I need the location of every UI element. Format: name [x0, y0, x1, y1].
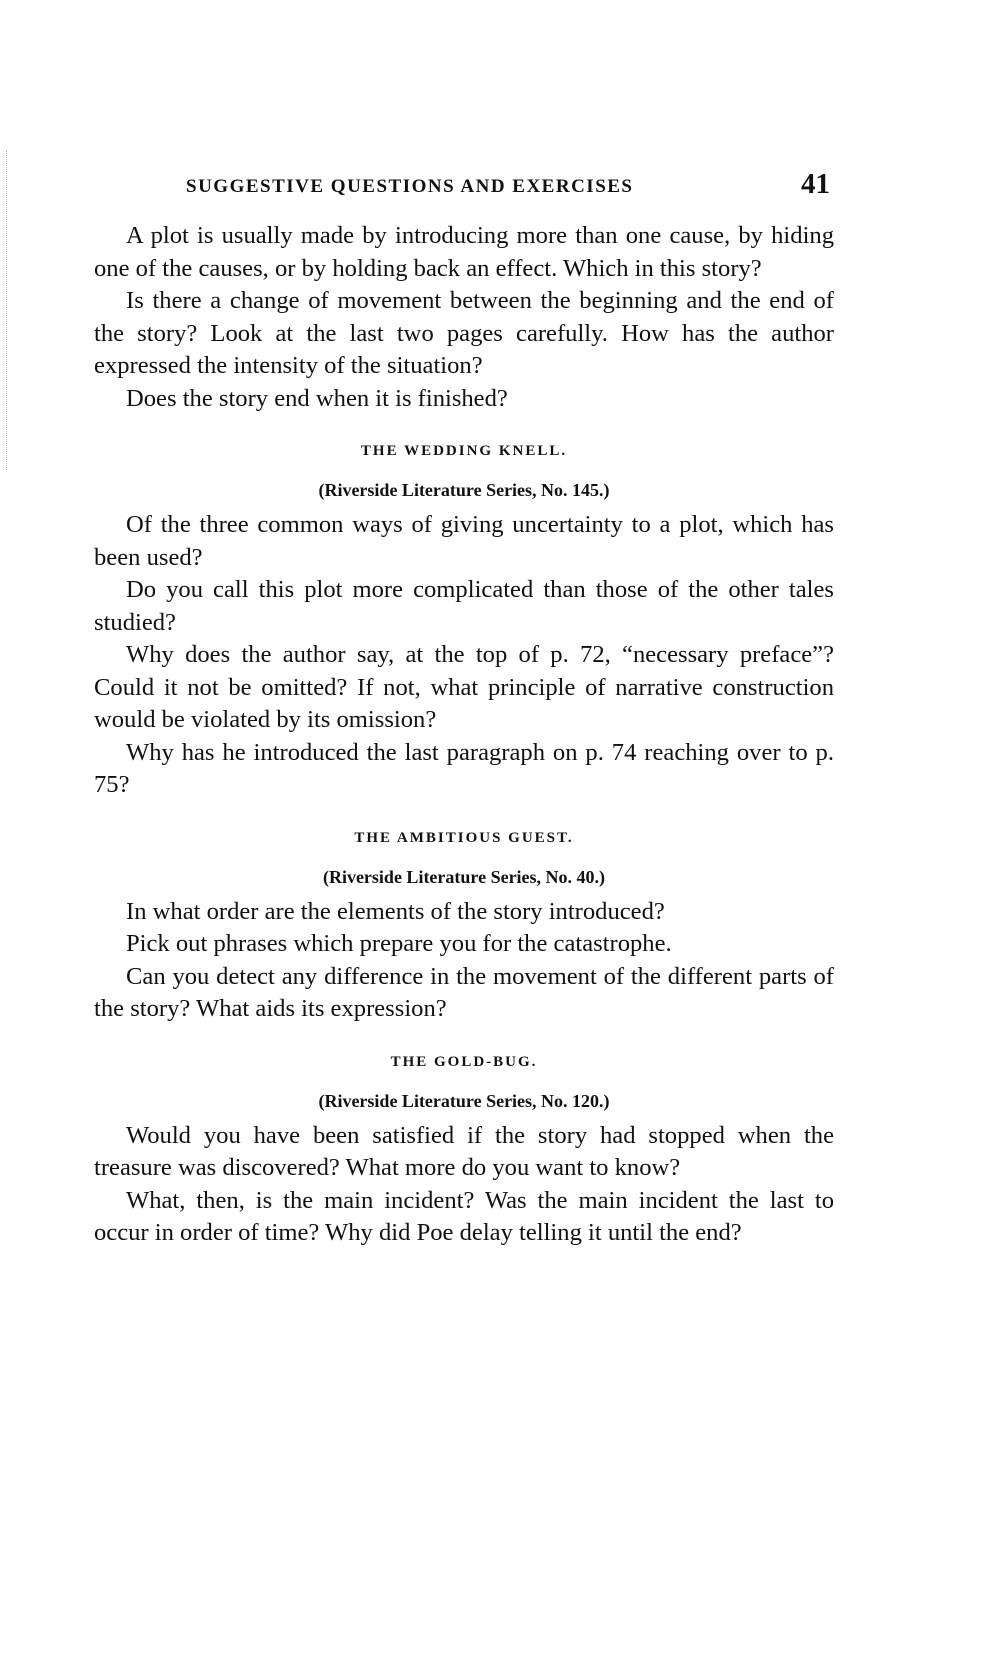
page-number: 41: [801, 168, 830, 200]
paragraph: A plot is usually made by introducing more than one cause, by hiding one of the causes, or by holding back an effect. Which in this story?: [94, 222, 834, 282]
section-reference: (Riverside Literature Series, No. 120.): [318, 1090, 610, 1111]
running-header: [94, 168, 834, 208]
book-page: [94, 168, 834, 1250]
section-heading: THE WEDDING KNELL.: [360, 443, 568, 459]
margin-dots-decoration: [6, 150, 9, 470]
paragraph: Why has he introduced the last paragraph on p. 74 reaching over to p. 75?: [94, 738, 834, 798]
section-reference: (Riverside Literature Series, No. 145.): [318, 480, 610, 500]
section-gold-bug: [94, 1054, 834, 1250]
paragraph: Would you have been satisfied if the story had stopped when the treasure was discovered? What more do you want to know?: [94, 1121, 834, 1181]
paragraph: Do you call this plot more complicated than those of the other tales studied?: [94, 576, 834, 636]
running-title: SUGGESTIVE QUESTIONS AND EXERCISES: [186, 176, 634, 197]
section-ambitious-guest: [94, 830, 834, 1026]
section-heading: THE AMBITIOUS GUEST.: [354, 829, 574, 846]
paragraph: Pick out phrases which prepare you for the catastrophe.: [126, 930, 672, 957]
paragraph: Why does the author say, at the top of p. 72, “necessary preface”? Could it not be omitted? If not, what principle of narrative construction would be violated by its omission?: [94, 641, 834, 733]
paragraph: Can you detect any difference in the movement of the different parts of the story? What aids its expression?: [94, 962, 834, 1022]
section-reference: (Riverside Literature Series, No. 40.): [322, 866, 606, 887]
paragraph: Is there a change of movement between the beginning and the end of the story? Look at the last two pages carefully. How has the author expressed the intensity of the situation?: [94, 287, 834, 379]
paragraph: Does the story end when it is finished?: [126, 384, 508, 412]
intro-block: [94, 220, 834, 415]
paragraph: What, then, is the main incident? Was the main incident the last to occur in order of time? Why did Poe delay telling it until the end?: [94, 1186, 834, 1246]
paragraph: In what order are the elements of the story introduced?: [126, 897, 665, 925]
section-wedding-knell: [94, 443, 834, 802]
section-heading: THE GOLD-BUG.: [390, 1053, 538, 1070]
paragraph: Of the three common ways of giving uncertainty to a plot, which has been used?: [94, 511, 834, 571]
